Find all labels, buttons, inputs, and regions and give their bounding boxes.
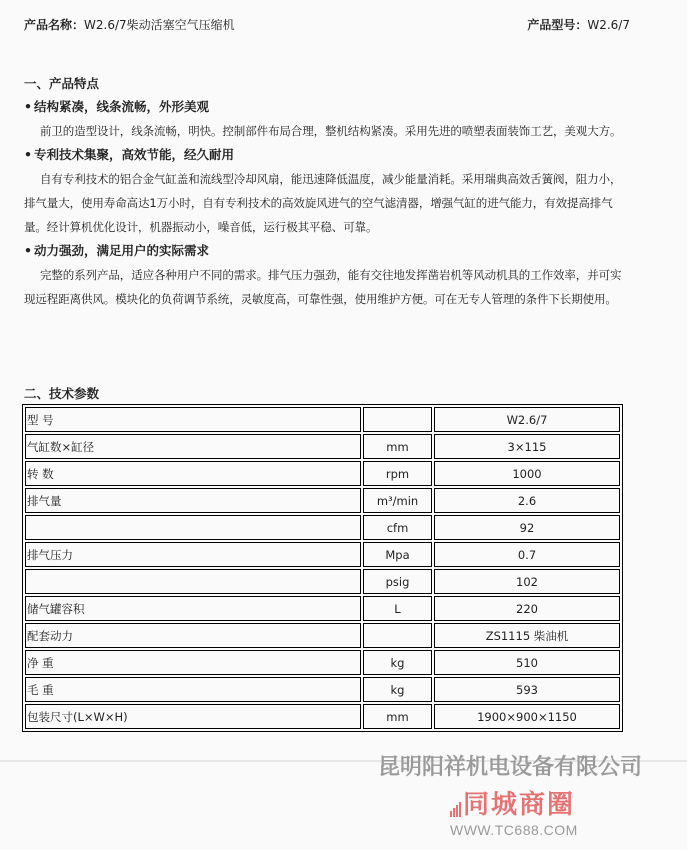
spec-row	[25, 542, 620, 567]
spec-param: 排气压力	[25, 542, 361, 567]
spec-param: 气缸数×缸径	[25, 434, 361, 459]
spec-unit: rpm	[363, 461, 432, 486]
logo-url: WWW.TC688.COM	[450, 822, 578, 838]
product-header	[24, 16, 630, 34]
spec-param: 型 号	[25, 407, 361, 432]
spec-unit: m³/min	[363, 488, 432, 513]
bar-chart-icon	[450, 802, 461, 817]
spec-unit: Mpa	[363, 542, 432, 567]
spec-row	[25, 704, 620, 729]
spec-table	[22, 404, 623, 732]
spec-value: 2.6	[434, 488, 620, 513]
spec-unit: kg	[363, 677, 432, 702]
feature-item	[24, 239, 629, 311]
logo-text: 同城商圈	[463, 790, 576, 820]
bullet-icon: •	[24, 99, 32, 114]
spec-unit: L	[363, 596, 432, 621]
spec-unit: cfm	[363, 515, 432, 540]
product-model	[527, 16, 630, 34]
feature-heading	[24, 143, 629, 167]
spec-row	[25, 434, 620, 459]
spec-value: 3×115	[434, 434, 620, 459]
spec-row	[25, 596, 620, 621]
feature-heading-text: 结构紧凑，线条流畅，外形美观	[34, 99, 210, 114]
feature-text: 前卫的造型设计，线条流畅，明快。控制部件布局合理，整机结构紧凑。采用先进的喷塑表面装饰工艺，美观大方。	[40, 124, 622, 138]
feature-item	[24, 143, 629, 239]
product-name	[24, 16, 235, 34]
spec-param: 排气量	[25, 488, 361, 513]
spec-row	[25, 623, 620, 648]
features-title: 一、产品特点	[24, 76, 100, 91]
spec-row	[25, 677, 620, 702]
spec-value: 1000	[434, 461, 620, 486]
spec-unit: mm	[363, 704, 432, 729]
product-model-value: W2.6/7	[587, 18, 630, 32]
spec-param: 配套动力	[25, 623, 361, 648]
features-list	[24, 95, 629, 311]
feature-heading	[24, 95, 629, 119]
feature-text: 自有专利技术的铝合金气缸盖和流线型冷却风扇，能迅速降低温度，减少能量消耗。采用瑞典高效舌簧阀，阻力小，排气量大，使用寿命高达1万小时，自有专利技术的高效旋风进气的空气滤清器，增强气缸的进气能力，有效提高排气量。经计算机优化设计，机器振动小，噪音低，运行极其平稳、可靠。	[24, 172, 622, 234]
spec-row	[25, 488, 620, 513]
spec-row	[25, 650, 620, 675]
spec-value: 593	[434, 677, 620, 702]
spec-param	[25, 515, 361, 540]
spec-param: 毛 重	[25, 677, 361, 702]
spec-value: 1900×900×1150	[434, 704, 620, 729]
spec-row	[25, 407, 620, 432]
spec-param: 包装尺寸(L×W×H)	[25, 704, 361, 729]
feature-heading-text: 专利技术集聚，高效节能，经久耐用	[34, 147, 235, 162]
bullet-icon: •	[24, 243, 32, 258]
product-model-label: 产品型号：	[527, 18, 588, 32]
spec-value: 510	[434, 650, 620, 675]
spec-value: W2.6/7	[434, 407, 620, 432]
spec-param: 储气罐容积	[25, 596, 361, 621]
feature-heading-text: 动力强劲，满足用户的实际需求	[34, 243, 210, 258]
feature-item	[24, 95, 629, 143]
bullet-icon: •	[24, 147, 32, 162]
spec-value: 0.7	[434, 542, 620, 567]
spec-value: 220	[434, 596, 620, 621]
product-name-value: W2.6/7柴动活塞空气压缩机	[84, 18, 235, 32]
spec-value: ZS1115 柴油机	[434, 623, 620, 648]
spec-unit: psig	[363, 569, 432, 594]
spec-row	[25, 569, 620, 594]
feature-text: 完整的系列产品，适应各种用户不同的需求。排气压力强劲，能有交往地发挥凿岩机等风动机具的工作效率，并可实现远程距离供风。模块化的负荷调节系统，灵敏度高，可靠性强，使用维护方便。可在无专人管理的条件下长期使用。	[24, 268, 622, 306]
spec-row	[25, 515, 620, 540]
spec-row	[25, 461, 620, 486]
watermark-logo	[450, 790, 575, 820]
spec-unit	[363, 623, 432, 648]
spec-param: 净 重	[25, 650, 361, 675]
watermark-company: 昆明阳祥机电设备有限公司	[378, 755, 643, 780]
spec-value: 102	[434, 569, 620, 594]
feature-heading	[24, 239, 629, 263]
spec-unit: mm	[363, 434, 432, 459]
spec-param	[25, 569, 361, 594]
spec-unit	[363, 407, 432, 432]
specs-title: 二、技术参数	[24, 386, 100, 401]
spec-value: 92	[434, 515, 620, 540]
spec-param: 转 数	[25, 461, 361, 486]
spec-unit: kg	[363, 650, 432, 675]
product-name-label: 产品名称：	[24, 18, 85, 32]
